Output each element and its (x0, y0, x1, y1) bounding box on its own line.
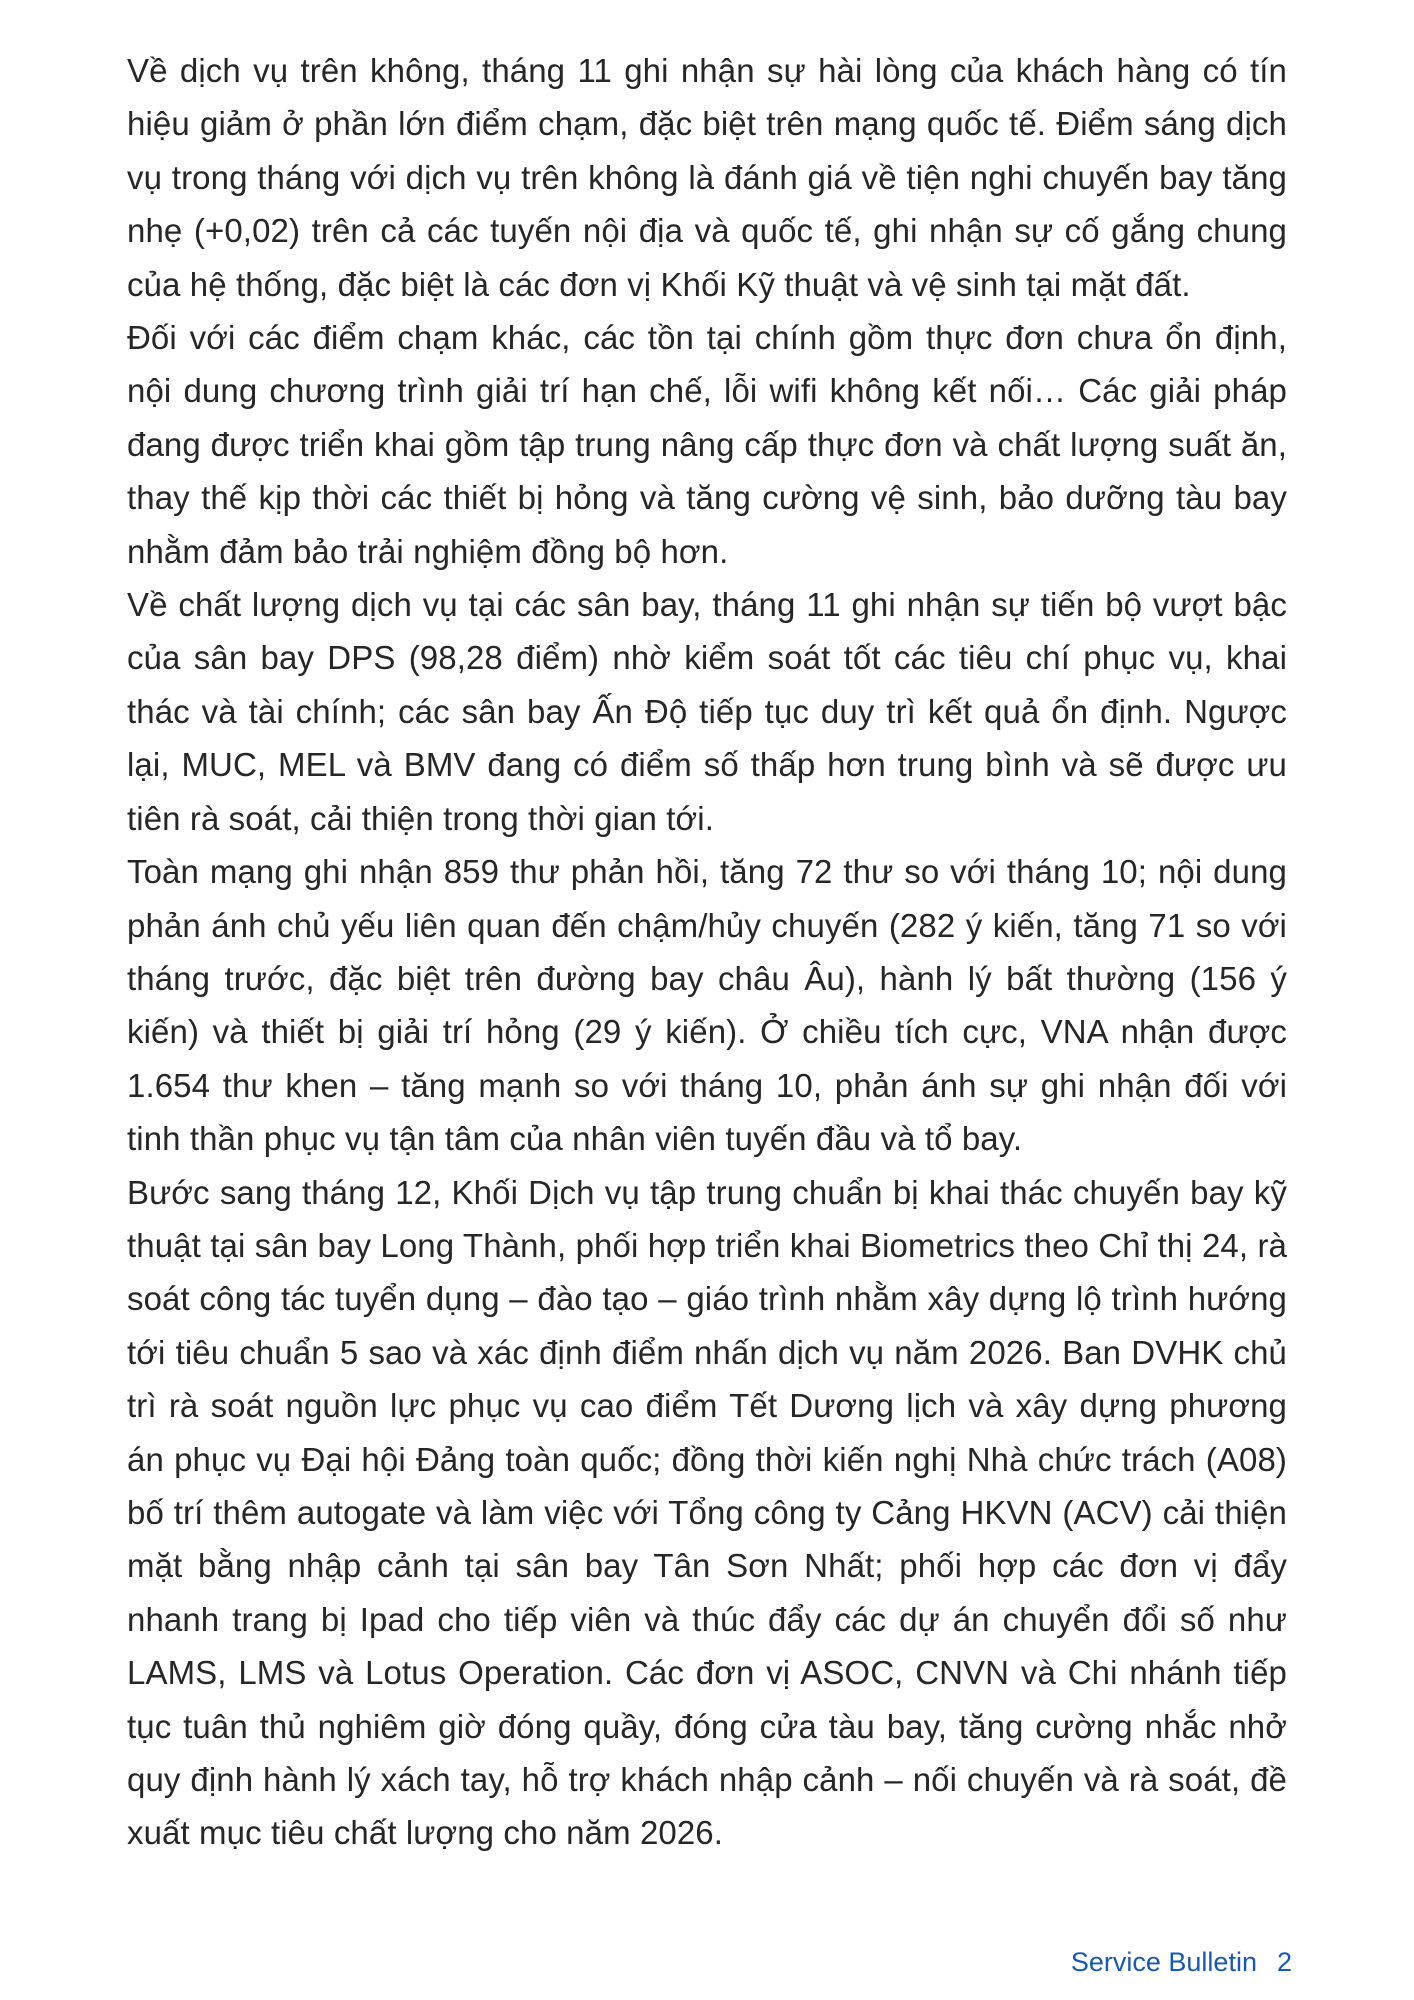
page-number: 2 (1276, 1947, 1292, 1977)
paragraph-feedback-letters: Toàn mạng ghi nhận 859 thư phản hồi, tăng 72 thư so với tháng 10; nội dung phản ánh chủ yếu liên quan đến chậm/hủy chuyến (282 ý kiến, tăng 71 so với tháng trước, đặc biệt trên đường bay châu Âu), hành lý bất thường (156 ý kiến) và thiết bị giải trí hỏng (29 ý kiến). Ở chiều tích cực, VNA nhận được 1.654 thư khen – tăng mạnh so với tháng 10, phản ánh sự ghi nhận đối với tinh thần phục vụ tận tâm của nhân viên tuyến đầu và tổ bay. (127, 853, 1287, 1158)
page-footer (1071, 1947, 1292, 1978)
footer-document-title: Service Bulletin (1070, 1947, 1257, 1977)
paragraph-airport-quality: Về chất lượng dịch vụ tại các sân bay, tháng 11 ghi nhận sự tiến bộ vượt bậc của sân bay DPS (98,28 điểm) nhờ kiểm soát tốt các tiêu chí phục vụ, khai thác và tài chính; các sân bay Ấn Độ tiếp tục duy trì kết quả ổn định. Ngược lại, MUC, MEL và BMV đang có điểm số thấp hơn trung bình và sẽ được ưu tiên rà soát, cải thiện trong thời gian tới. (127, 586, 1287, 837)
paragraph-touchpoint-issues: Đối với các điểm chạm khác, các tồn tại chính gồm thực đơn chưa ổn định, nội dung chương trình giải trí hạn chế, lỗi wifi không kết nối… Các giải pháp đang được triển khai gồm tập trung nâng cấp thực đơn và chất lượng suất ăn, thay thế kịp thời các thiết bị hỏng và tăng cường vệ sinh, bảo dưỡng tàu bay nhằm đảm bảo trải nghiệm đồng bộ hơn. (127, 319, 1287, 570)
document-body (127, 44, 1287, 1860)
paragraph-inflight-service: Về dịch vụ trên không, tháng 11 ghi nhận sự hài lòng của khách hàng có tín hiệu giảm ở phần lớn điểm chạm, đặc biệt trên mạng quốc tế. Điểm sáng dịch vụ trong tháng với dịch vụ trên không là đánh giá về tiện nghi chuyến bay tăng nhẹ (+0,02) trên cả các tuyến nội địa và quốc tế, ghi nhận sự cố gắng chung của hệ thống, đặc biệt là các đơn vị Khối Kỹ thuật và vệ sinh tại mặt đất. (127, 52, 1287, 303)
paragraph-december-plan: Bước sang tháng 12, Khối Dịch vụ tập trung chuẩn bị khai thác chuyến bay kỹ thuật tại sân bay Long Thành, phối hợp triển khai Biometrics theo Chỉ thị 24, rà soát công tác tuyển dụng – đào tạo – giáo trình nhằm xây dựng lộ trình hướng tới tiêu chuẩn 5 sao và xác định điểm nhấn dịch vụ năm 2026. Ban DVHK chủ trì rà soát nguồn lực phục vụ cao điểm Tết Dương lịch và xây dựng phương án phục vụ Đại hội Đảng toàn quốc; đồng thời kiến nghị Nhà chức trách (A08) bố trí thêm autogate và làm việc với Tổng công ty Cảng HKVN (ACV) cải thiện mặt bằng nhập cảnh tại sân bay Tân Sơn Nhất; phối hợp các đơn vị đẩy nhanh trang bị Ipad cho tiếp viên và thúc đẩy các dự án chuyển đổi số như LAMS, LMS và Lotus Operation. Các đơn vị ASOC, CNVN và Chi nhánh tiếp tục tuân thủ nghiêm giờ đóng quầy, đóng cửa tàu bay, tăng cường nhắc nhở quy định hành lý xách tay, hỗ trợ khách nhập cảnh – nối chuyến và rà soát, đề xuất mục tiêu chất lượng cho năm 2026. (127, 1173, 1287, 1852)
